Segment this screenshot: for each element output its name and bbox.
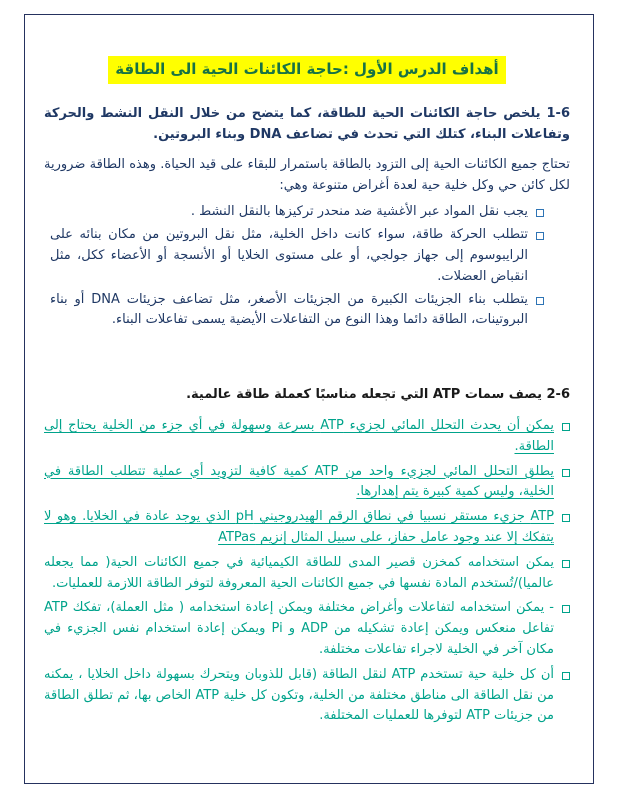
bullet-text: يتطلب بناء الجزيئات الكبيرة من الجزيئات الأصغر، مثل تضاعف جزيئات DNA أو بناء البروتينات، الطاقة دائما وهذا النوع من التفاعلات الأيضية يسمى تفاعلات البناء. [50, 291, 528, 328]
list-item [44, 553, 570, 595]
bullet-text: ATP جزيء مستقر نسبيا في نطاق الرقم الهيدروجيني pH الذي يوجد عادة في الخلايا. وهو لا يتفكك إلا عند وجود عامل حفاز، على سبيل المثال إنزيم ATPas [44, 509, 555, 545]
list-item [50, 290, 544, 332]
list-item [44, 507, 570, 549]
checkbox-bullet-icon [536, 297, 544, 305]
lesson-title: أهداف الدرس الأول :حاجة الكائنات الحية الى الطاقة [108, 56, 505, 84]
bullet-text: يمكن أن يحدث التحلل المائي لجزيء ATP بسرعة وسهولة في أي جزء من الخلية يحتاج إلى الطاقة. [44, 418, 554, 454]
lesson-title-row [44, 56, 570, 84]
section1-intro-paragraph: تحتاج جميع الكائنات الحية إلى التزود بالطاقة باستمرار للبقاء على قيد الحياة. وهذه الطاقة ضرورية لكل كائن حي وكل خلية حية لعدة أغراض متنوعة وهي: [44, 156, 570, 193]
checkbox-bullet-icon [536, 232, 544, 240]
objective-2-heading: 2-6 يصف سمات ATP التي تجعله مناسبًا كعملة طاقة عالمية. [186, 387, 570, 403]
checkbox-bullet-icon [562, 423, 570, 431]
checkbox-bullet-icon [562, 469, 570, 477]
checkbox-bullet-icon [562, 672, 570, 680]
checkbox-bullet-icon [562, 605, 570, 613]
document-content [44, 56, 570, 731]
list-item [44, 462, 570, 504]
bullet-text: - يمكن استخدامه لتفاعلات وأغراض مختلفة ويمكن إعادة استخدامه ( مثل العملة)، تفكك ATP تفاعل منعكس ويمكن إعادة تشكيله من ADP و Pi ويمكن إعادة استخدام نفس الجزيء في مكان آخر في الخلية لاجراء تفاعلات مختلفة. [44, 600, 554, 657]
list-item [44, 665, 570, 727]
checkbox-bullet-icon [562, 514, 570, 522]
bullet-text: يطلق التحلل المائي لجزيء واحد من ATP كمية كافية لتزويد أي عملية تتطلب الطاقة في الخلية، وليس كمية كبيرة يتم إهدارها. [44, 463, 555, 500]
checkbox-bullet-icon [536, 209, 544, 217]
bullet-text: يجب نقل المواد عبر الأغشية ضد منحدر تركيزها بالنقل النشط . [190, 204, 528, 220]
checkbox-bullet-icon [562, 560, 570, 568]
objective-1-heading: 1-6 يلخص حاجة الكائنات الحية للطاقة، كما يتضح من خلال النقل النشط والحركة وتفاعلات البناء، كتلك التي تحدث في تضاعف DNA وبناء البروتين. [44, 106, 570, 143]
bullet-text: أن كل خلية حية تستخدم ATP لنقل الطاقة (قابل للذوبان ويتحرك بسهولة داخل الخلايا ، يمكنه من نقل الطاقة الى مناطق مختلفة من الخلية، وتكون كل خلية ATP الخاص بها، ثم تطلق الطاقة من جزيئات ATP لتوفرها للعمليات المختلفة. [44, 666, 554, 724]
bullet-text: تتطلب الحركة طاقة، سواء كانت داخل الخلية، مثل نقل البروتين من مكان بنائه على الرايبوسوم إلى جهاز جولجي، أو على مستوى الخلايا أو الأنسجة أو الأعضاء ككل، مثل انقباض العضلات. [50, 227, 528, 284]
list-item [50, 225, 544, 287]
list-item [44, 416, 570, 458]
list-item [50, 202, 544, 223]
list-item [44, 598, 570, 660]
section1-bullet-list [50, 202, 544, 331]
section2-bullet-list [44, 416, 570, 727]
bullet-text: يمكن استخدامه كمخزن قصير المدى للطاقة الكيميائية في جميع الكائنات الحية( مما يجعله عالميا)/تُستخدم المادة نفسها في جميع الكائنات الحية المعروفة لتوفر الطاقة اللازمة للعمليات. [44, 554, 554, 591]
